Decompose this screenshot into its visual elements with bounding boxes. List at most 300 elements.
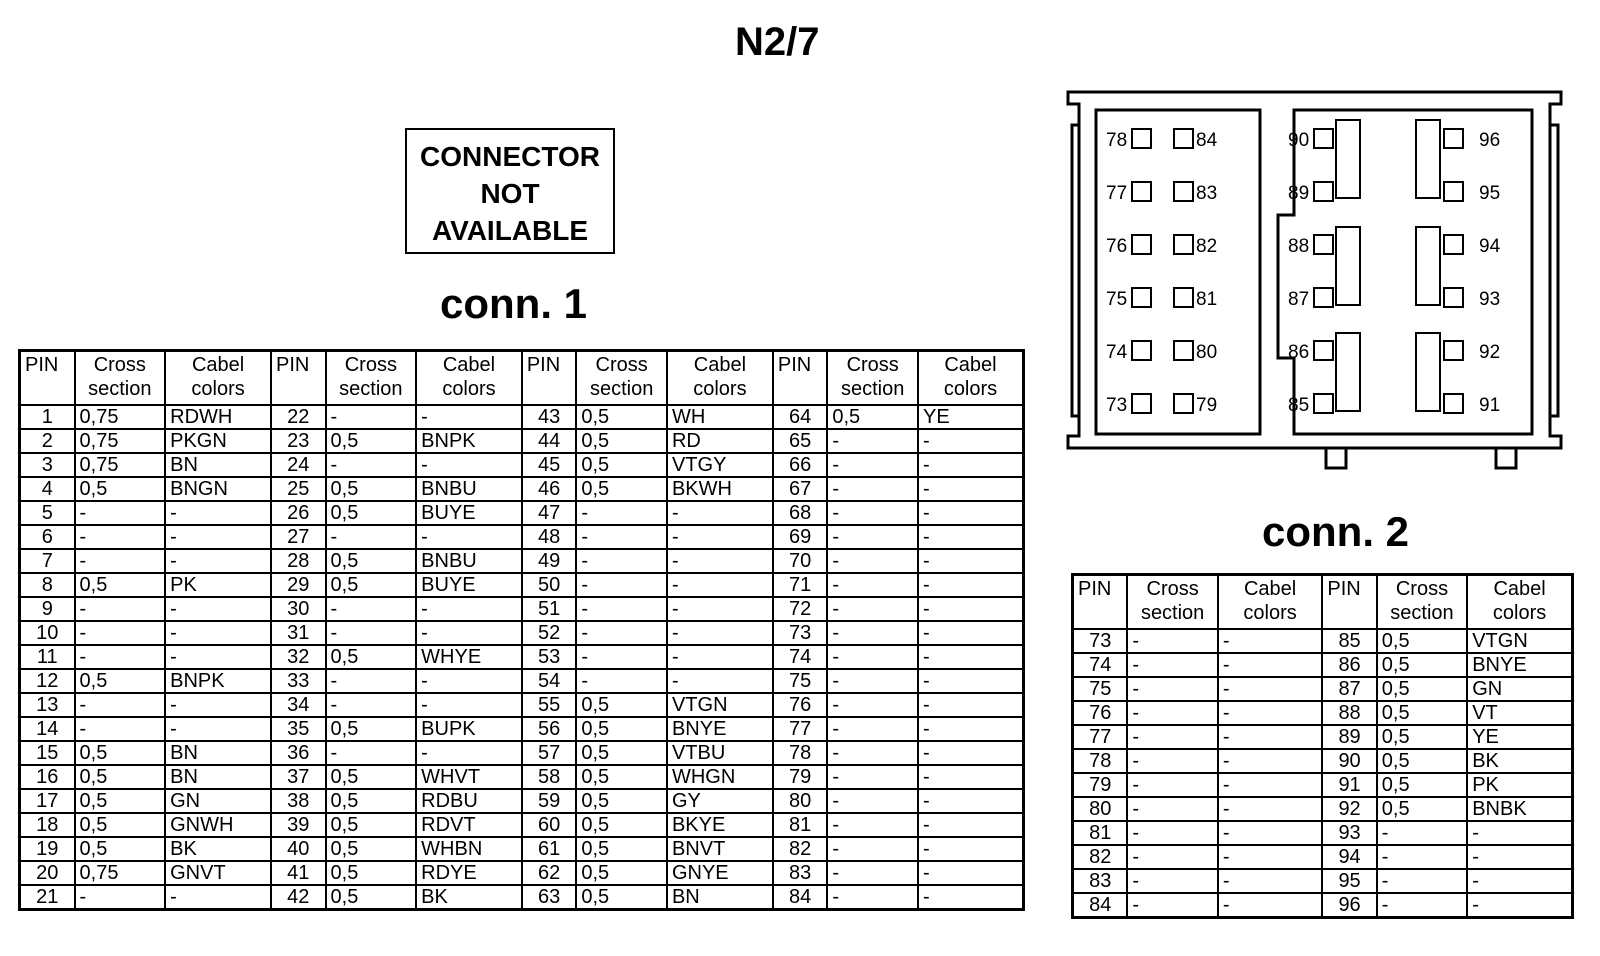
- cross-section: 0,5: [326, 717, 417, 741]
- pin-number: 4: [20, 477, 75, 501]
- cross-section: -: [1127, 629, 1217, 653]
- cable-color: VTBU: [667, 741, 773, 765]
- cross-section: -: [827, 717, 918, 741]
- cable-color: -: [918, 693, 1024, 717]
- pin-label: 95: [1479, 183, 1501, 204]
- pin-cavity: [1444, 288, 1463, 307]
- cross-section: 0,75: [75, 405, 166, 429]
- pin-number: 30: [271, 597, 326, 621]
- cross-section: -: [75, 501, 166, 525]
- table-row: [1073, 677, 1573, 701]
- cross-section: -: [827, 693, 918, 717]
- table-row: [20, 693, 1024, 717]
- pin-cavity: [1444, 394, 1463, 413]
- pin-cavity: [1132, 394, 1151, 413]
- cable-color: -: [918, 429, 1024, 453]
- cable-color: -: [1218, 629, 1323, 653]
- table-row: [1073, 821, 1573, 845]
- cross-section: -: [827, 597, 918, 621]
- cross-section: -: [326, 741, 417, 765]
- cable-color: -: [918, 573, 1024, 597]
- pin-number: 38: [271, 789, 326, 813]
- table-row: [20, 645, 1024, 669]
- table-row: [1073, 773, 1573, 797]
- cable-color: GNWH: [165, 813, 271, 837]
- pin-number: 78: [1073, 749, 1128, 773]
- cable-color: BN: [667, 885, 773, 910]
- pin-label: 81: [1196, 289, 1218, 310]
- cable-color: -: [416, 405, 522, 429]
- pin-number: 5: [20, 501, 75, 525]
- pin-number: 71: [773, 573, 828, 597]
- cross-section: 0,5: [326, 645, 417, 669]
- cable-color: -: [918, 645, 1024, 669]
- cross-section: -: [576, 501, 667, 525]
- cable-color: GY: [667, 789, 773, 813]
- cross-section: -: [326, 453, 417, 477]
- pin-cavity: [1314, 235, 1333, 254]
- pin-number: 52: [522, 621, 577, 645]
- cable-color: -: [918, 765, 1024, 789]
- header-cross-section: Cross section: [1377, 575, 1467, 630]
- cable-color: -: [667, 525, 773, 549]
- cross-section: -: [1127, 749, 1217, 773]
- cable-color: -: [918, 885, 1024, 910]
- cross-section: -: [827, 453, 918, 477]
- cross-section: -: [1127, 653, 1217, 677]
- cable-color: BKYE: [667, 813, 773, 837]
- cable-color: -: [918, 501, 1024, 525]
- cross-section: 0,5: [75, 813, 166, 837]
- header-cross-section: Cross section: [326, 351, 417, 406]
- pin-number: 77: [1073, 725, 1128, 749]
- cable-color: GN: [165, 789, 271, 813]
- pin-number: 3: [20, 453, 75, 477]
- cable-color: GNYE: [667, 861, 773, 885]
- pin-label: 91: [1479, 395, 1501, 416]
- large-slot: [1336, 120, 1360, 198]
- cross-section: -: [827, 621, 918, 645]
- pin-label: 77: [1106, 183, 1128, 204]
- pin-number: 67: [773, 477, 828, 501]
- cross-section: 0,5: [576, 885, 667, 910]
- pin-number: 83: [1073, 869, 1128, 893]
- cable-color: BK: [165, 837, 271, 861]
- right-pin-block: [1278, 110, 1532, 434]
- pin-number: 84: [773, 885, 828, 910]
- cross-section: 0,5: [75, 789, 166, 813]
- pin-number: 19: [20, 837, 75, 861]
- cross-section: -: [1127, 821, 1217, 845]
- pin-number: 60: [522, 813, 577, 837]
- pin-number: 80: [1073, 797, 1128, 821]
- cable-color: YE: [918, 405, 1024, 429]
- cross-section: -: [326, 525, 417, 549]
- pin-number: 93: [1322, 821, 1376, 845]
- cross-section: 0,5: [1377, 677, 1467, 701]
- pin-number: 65: [773, 429, 828, 453]
- cross-section: -: [326, 693, 417, 717]
- table-row: [1073, 845, 1573, 869]
- table-row: [1073, 653, 1573, 677]
- pin-number: 81: [1073, 821, 1128, 845]
- cable-color: -: [416, 669, 522, 693]
- pin-number: 36: [271, 741, 326, 765]
- pin-number: 17: [20, 789, 75, 813]
- pin-number: 23: [271, 429, 326, 453]
- pin-cavity: [1444, 129, 1463, 148]
- pin-cavity: [1132, 288, 1151, 307]
- cable-color: -: [1467, 821, 1572, 845]
- cross-section: -: [576, 597, 667, 621]
- cross-section: -: [827, 789, 918, 813]
- pin-number: 92: [1322, 797, 1376, 821]
- cross-section: -: [827, 741, 918, 765]
- pin-cavity: [1444, 235, 1463, 254]
- pin-number: 95: [1322, 869, 1376, 893]
- pin-number: 50: [522, 573, 577, 597]
- pin-number: 11: [20, 645, 75, 669]
- pin-number: 8: [20, 573, 75, 597]
- pin-label: 84: [1196, 130, 1218, 151]
- cable-color: BK: [416, 885, 522, 910]
- cable-color: BNPK: [165, 669, 271, 693]
- cable-color: -: [918, 477, 1024, 501]
- cable-color: BNBK: [1467, 797, 1572, 821]
- cross-section: -: [576, 525, 667, 549]
- cable-color: -: [918, 453, 1024, 477]
- header-cabel-colors: Cabel colors: [667, 351, 773, 406]
- pin-number: 79: [773, 765, 828, 789]
- conn2-pin-table: [1071, 573, 1574, 919]
- cross-section: -: [1377, 845, 1467, 869]
- cable-color: BUPK: [416, 717, 522, 741]
- table-row: [20, 717, 1024, 741]
- cable-color: -: [165, 597, 271, 621]
- table-row: [20, 741, 1024, 765]
- pin-number: 13: [20, 693, 75, 717]
- pin-cavity: [1174, 235, 1193, 254]
- cross-section: -: [827, 477, 918, 501]
- cable-color: -: [416, 621, 522, 645]
- cross-section: 0,5: [326, 885, 417, 910]
- cable-color: -: [1218, 749, 1323, 773]
- pin-number: 62: [522, 861, 577, 885]
- pin-number: 61: [522, 837, 577, 861]
- cross-section: 0,75: [75, 429, 166, 453]
- pin-cavity: [1314, 129, 1333, 148]
- cross-section: -: [326, 597, 417, 621]
- cross-section: 0,5: [75, 477, 166, 501]
- na-line-2: NOT: [480, 178, 540, 209]
- pin-label: 93: [1479, 289, 1501, 310]
- pin-number: 79: [1073, 773, 1128, 797]
- cross-section: 0,5: [326, 501, 417, 525]
- pin-label: 96: [1479, 130, 1501, 151]
- pin-number: 22: [271, 405, 326, 429]
- pin-number: 91: [1322, 773, 1376, 797]
- pin-number: 48: [522, 525, 577, 549]
- pin-number: 69: [773, 525, 828, 549]
- cable-color: BNYE: [667, 717, 773, 741]
- pin-label: 89: [1288, 183, 1310, 204]
- cable-color: -: [1218, 821, 1323, 845]
- pin-cavity: [1314, 341, 1333, 360]
- cable-color: -: [918, 789, 1024, 813]
- pin-number: 82: [773, 837, 828, 861]
- table-row: [20, 789, 1024, 813]
- pin-number: 83: [773, 861, 828, 885]
- cable-color: VTGN: [667, 693, 773, 717]
- cross-section: 0,5: [576, 453, 667, 477]
- cross-section: 0,5: [576, 789, 667, 813]
- pin-label: 94: [1479, 236, 1501, 257]
- cable-color: GN: [1467, 677, 1572, 701]
- cable-color: BN: [165, 741, 271, 765]
- cable-color: -: [1218, 653, 1323, 677]
- connector-2-diagram: [1066, 90, 1576, 482]
- cable-color: BNPK: [416, 429, 522, 453]
- cross-section: -: [1127, 869, 1217, 893]
- pin-label: 79: [1196, 395, 1218, 416]
- pin-number: 87: [1322, 677, 1376, 701]
- pin-number: 59: [522, 789, 577, 813]
- pin-label: 85: [1288, 395, 1310, 416]
- cross-section: 0,5: [1377, 773, 1467, 797]
- cross-section: 0,5: [576, 429, 667, 453]
- cable-color: WHBN: [416, 837, 522, 861]
- cable-color: BNBU: [416, 477, 522, 501]
- pin-cavity: [1444, 182, 1463, 201]
- cross-section: -: [1127, 797, 1217, 821]
- housing-side-rails: [1072, 125, 1558, 416]
- cross-section: -: [326, 669, 417, 693]
- pin-number: 55: [522, 693, 577, 717]
- table-row: [20, 597, 1024, 621]
- pin-cavity: [1132, 235, 1151, 254]
- pin-number: 76: [773, 693, 828, 717]
- pin-number: 77: [773, 717, 828, 741]
- header-cabel-colors: Cabel colors: [165, 351, 271, 406]
- pin-number: 57: [522, 741, 577, 765]
- table-row: [20, 549, 1024, 573]
- table-row: [1073, 893, 1573, 918]
- pin-number: 88: [1322, 701, 1376, 725]
- pin-number: 74: [1073, 653, 1128, 677]
- cable-color: -: [667, 549, 773, 573]
- cross-section: 0,5: [75, 765, 166, 789]
- table-row: [20, 429, 1024, 453]
- pin-label: 74: [1106, 342, 1128, 363]
- table-row: [20, 405, 1024, 429]
- table-row: [20, 669, 1024, 693]
- pin-number: 37: [271, 765, 326, 789]
- pin-number: 47: [522, 501, 577, 525]
- cable-color: -: [918, 861, 1024, 885]
- large-slot: [1336, 333, 1360, 411]
- pin-number: 90: [1322, 749, 1376, 773]
- pin-number: 34: [271, 693, 326, 717]
- cable-color: RDVT: [416, 813, 522, 837]
- pin-number: 10: [20, 621, 75, 645]
- pin-number: 26: [271, 501, 326, 525]
- cable-color: BNYE: [1467, 653, 1572, 677]
- cross-section: 0,5: [576, 861, 667, 885]
- cable-color: -: [1218, 677, 1323, 701]
- cable-color: -: [918, 813, 1024, 837]
- pin-label: 78: [1106, 130, 1128, 151]
- cable-color: BN: [165, 453, 271, 477]
- pin-cavity: [1174, 394, 1193, 413]
- pin-label: 86: [1288, 342, 1310, 363]
- cable-color: -: [918, 717, 1024, 741]
- cross-section: 0,5: [1377, 725, 1467, 749]
- pin-number: 45: [522, 453, 577, 477]
- cross-section: 0,5: [827, 405, 918, 429]
- cross-section: -: [75, 549, 166, 573]
- pin-number: 85: [1322, 629, 1376, 653]
- pin-number: 68: [773, 501, 828, 525]
- cross-section: 0,5: [576, 741, 667, 765]
- cross-section: 0,75: [75, 861, 166, 885]
- cable-color: -: [667, 669, 773, 693]
- cross-section: 0,5: [576, 693, 667, 717]
- cross-section: 0,5: [326, 765, 417, 789]
- pin-label: 88: [1288, 236, 1310, 257]
- pin-number: 31: [271, 621, 326, 645]
- cross-section: 0,5: [326, 837, 417, 861]
- pin-cavity: [1174, 182, 1193, 201]
- table-row: [1073, 701, 1573, 725]
- cable-color: -: [667, 621, 773, 645]
- pin-number: 73: [1073, 629, 1128, 653]
- table-row: [20, 453, 1024, 477]
- pin-label: 73: [1106, 395, 1128, 416]
- pin-number: 74: [773, 645, 828, 669]
- cross-section: 0,5: [326, 861, 417, 885]
- large-slot: [1336, 227, 1360, 305]
- cable-color: -: [165, 549, 271, 573]
- cable-color: -: [667, 645, 773, 669]
- cable-color: BUYE: [416, 573, 522, 597]
- pin-cavity: [1444, 341, 1463, 360]
- pin-cavity: [1132, 129, 1151, 148]
- pin-number: 39: [271, 813, 326, 837]
- pin-number: 35: [271, 717, 326, 741]
- pin-number: 64: [773, 405, 828, 429]
- cross-section: 0,5: [75, 669, 166, 693]
- cable-color: -: [165, 501, 271, 525]
- table-row: [20, 765, 1024, 789]
- header-cross-section: Cross section: [827, 351, 918, 406]
- cable-color: -: [1218, 893, 1323, 918]
- cross-section: -: [75, 693, 166, 717]
- cross-section: 0,5: [576, 717, 667, 741]
- pin-number: 73: [773, 621, 828, 645]
- cable-color: -: [416, 525, 522, 549]
- cable-color: BN: [165, 765, 271, 789]
- cross-section: 0,5: [576, 405, 667, 429]
- cross-section: 0,5: [75, 741, 166, 765]
- pin-cavity: [1314, 394, 1333, 413]
- pin-number: 12: [20, 669, 75, 693]
- cable-color: -: [918, 741, 1024, 765]
- cross-section: -: [827, 525, 918, 549]
- pin-number: 2: [20, 429, 75, 453]
- pin-cavity: [1132, 341, 1151, 360]
- diagram-title: N2/7: [735, 20, 820, 64]
- table-row: [20, 501, 1024, 525]
- conn1-pin-table: [18, 349, 1025, 911]
- pin-number: 63: [522, 885, 577, 910]
- pin-number: 9: [20, 597, 75, 621]
- cross-section: -: [576, 549, 667, 573]
- cable-color: -: [416, 693, 522, 717]
- cross-section: 0,5: [1377, 749, 1467, 773]
- pin-number: 15: [20, 741, 75, 765]
- conn1-label: conn. 1: [440, 280, 588, 327]
- cross-section: 0,75: [75, 453, 166, 477]
- cable-color: VTGN: [1467, 629, 1572, 653]
- pin-number: 32: [271, 645, 326, 669]
- cross-section: -: [827, 645, 918, 669]
- pin-label: 76: [1106, 236, 1128, 257]
- pin-label: 80: [1196, 342, 1218, 363]
- cross-section: 0,5: [1377, 629, 1467, 653]
- housing-tabs: [1326, 448, 1516, 468]
- cross-section: -: [1377, 893, 1467, 918]
- cable-color: -: [1218, 869, 1323, 893]
- cable-color: WH: [667, 405, 773, 429]
- cable-color: RD: [667, 429, 773, 453]
- pin-number: 75: [773, 669, 828, 693]
- pin-label: 75: [1106, 289, 1128, 310]
- pin-cavity: [1314, 182, 1333, 201]
- cross-section: -: [576, 645, 667, 669]
- cable-color: -: [416, 453, 522, 477]
- cable-color: -: [667, 597, 773, 621]
- cable-color: -: [165, 525, 271, 549]
- cross-section: -: [1127, 677, 1217, 701]
- cable-color: -: [918, 549, 1024, 573]
- pin-number: 70: [773, 549, 828, 573]
- cross-section: -: [75, 885, 166, 910]
- cross-section: 0,5: [75, 837, 166, 861]
- header-cabel-colors: Cabel colors: [918, 351, 1024, 406]
- large-slot: [1416, 120, 1440, 198]
- large-slot: [1416, 227, 1440, 305]
- cross-section: -: [827, 669, 918, 693]
- pin-cavity: [1174, 129, 1193, 148]
- pin-number: 29: [271, 573, 326, 597]
- cross-section: -: [827, 765, 918, 789]
- header-pin: PIN: [522, 351, 577, 406]
- cable-color: -: [1218, 773, 1323, 797]
- cable-color: -: [165, 645, 271, 669]
- cross-section: -: [75, 645, 166, 669]
- pin-number: 43: [522, 405, 577, 429]
- cross-section: 0,5: [326, 573, 417, 597]
- cross-section: 0,5: [576, 813, 667, 837]
- header-cross-section: Cross section: [1127, 575, 1217, 630]
- cross-section: -: [576, 621, 667, 645]
- table-row: [20, 813, 1024, 837]
- cable-color: -: [165, 621, 271, 645]
- cross-section: -: [1127, 701, 1217, 725]
- cable-color: BK: [1467, 749, 1572, 773]
- table-row: [20, 861, 1024, 885]
- cross-section: -: [75, 525, 166, 549]
